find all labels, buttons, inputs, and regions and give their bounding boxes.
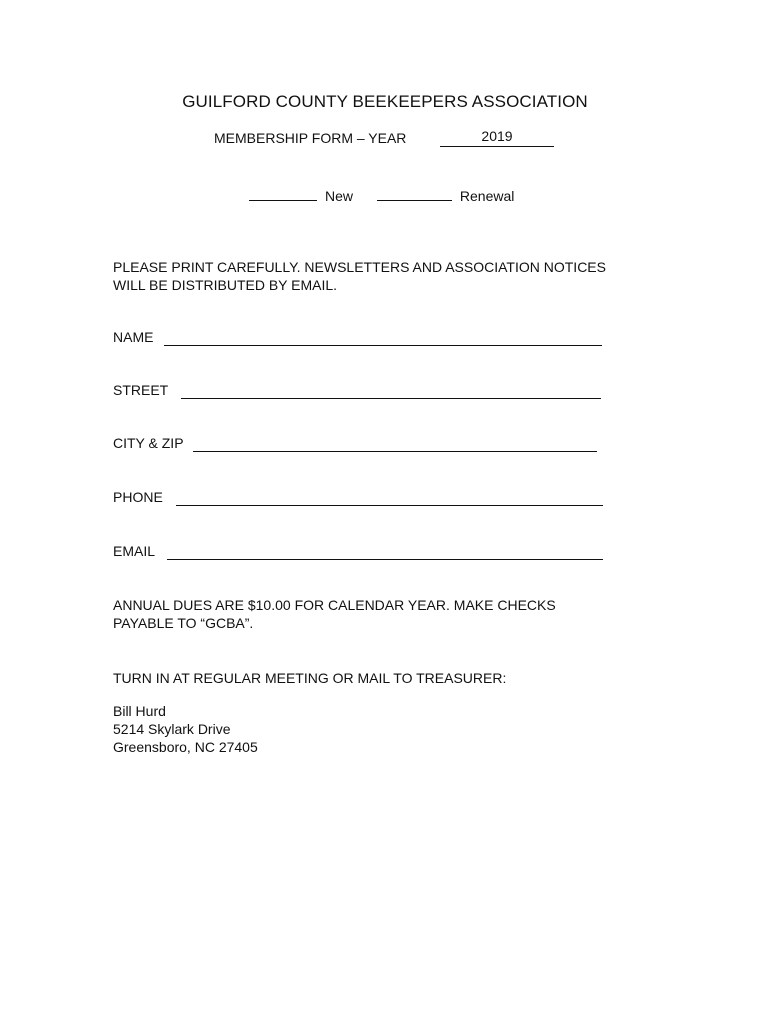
- phone-label: PHONE: [113, 489, 163, 505]
- treasurer-address: [113, 702, 673, 756]
- name-field[interactable]: [164, 327, 602, 346]
- membership-type-row: [249, 186, 514, 204]
- dues-line-1: ANNUAL DUES ARE $10.00 FOR CALENDAR YEAR. MAKE CHECKS: [113, 597, 556, 613]
- renewal-blank[interactable]: [377, 186, 452, 201]
- street-field[interactable]: [181, 380, 601, 399]
- new-member-blank[interactable]: [249, 186, 317, 201]
- turn-in-instructions: TURN IN AT REGULAR MEETING OR MAIL TO TREASURER:: [113, 670, 507, 686]
- renewal-label: Renewal: [459, 188, 515, 204]
- city-zip-field[interactable]: [193, 433, 597, 452]
- dues-line-2: PAYABLE TO “GCBA”.: [113, 615, 254, 631]
- year-field[interactable]: [440, 126, 554, 147]
- treasurer-street: 5214 Skylark Drive: [113, 721, 231, 737]
- new-label: New: [325, 188, 354, 204]
- form-title: GUILFORD COUNTY BEEKEEPERS ASSOCIATION: [182, 92, 588, 111]
- treasurer-name: Bill Hurd: [113, 703, 166, 719]
- dues-notice: [113, 596, 673, 632]
- email-field[interactable]: [167, 541, 603, 560]
- email-label: EMAIL: [113, 543, 156, 559]
- instructions-line-2: WILL BE DISTRIBUTED BY EMAIL.: [113, 277, 338, 293]
- name-label: NAME: [113, 329, 154, 345]
- phone-field[interactable]: [176, 487, 603, 506]
- year-label: MEMBERSHIP FORM – YEAR: [214, 130, 407, 146]
- instructions-line-1: PLEASE PRINT CAREFULLY. NEWSLETTERS AND ASSOCIATION NOTICES: [113, 259, 606, 275]
- year-row: [214, 130, 406, 146]
- treasurer-city: Greensboro, NC 27405: [113, 739, 258, 755]
- street-label: STREET: [113, 382, 169, 398]
- city-zip-label: CITY & ZIP: [113, 435, 184, 451]
- print-instructions: [113, 258, 673, 294]
